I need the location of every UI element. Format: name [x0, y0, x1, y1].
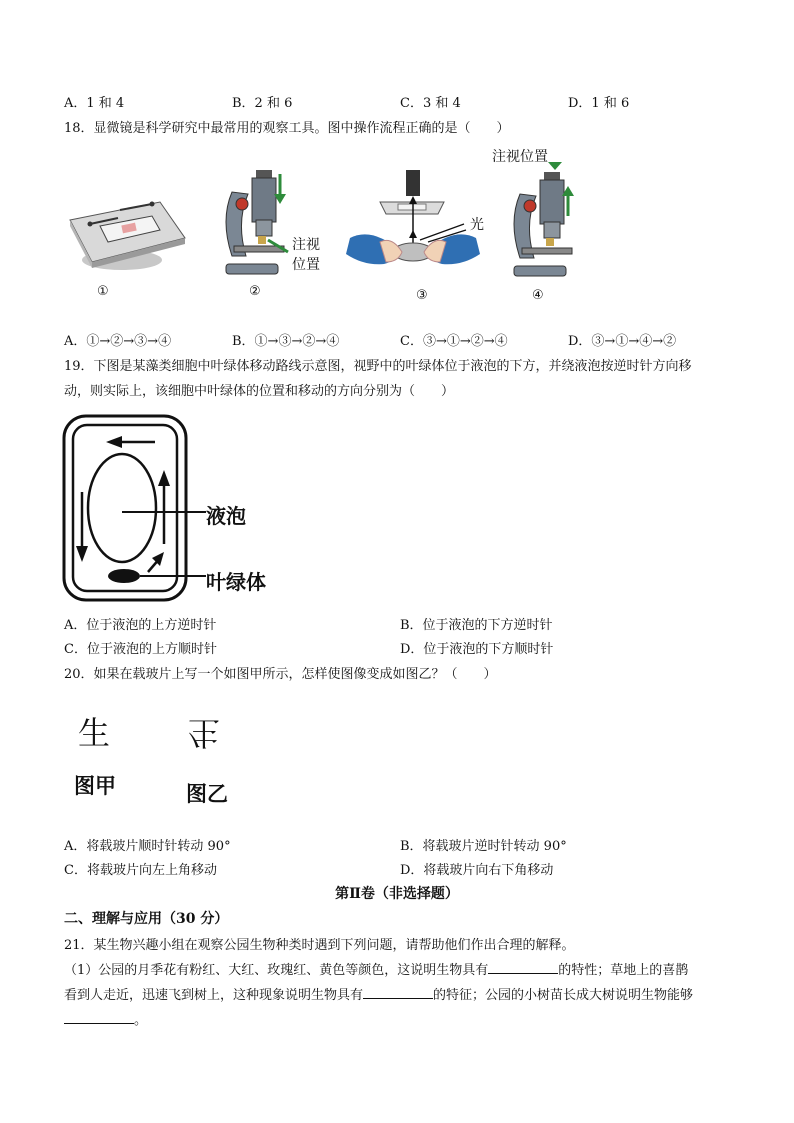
q20-option-a: A．将载玻片顺时针转动 90° — [64, 839, 231, 854]
q18-figure-step3 — [340, 168, 490, 283]
q17-option-a: A．1 和 4 — [64, 96, 125, 111]
q20-option-d: D．将载玻片向右下角移动 — [400, 863, 554, 878]
q18-option-d: D．③→①→④→② — [568, 334, 677, 349]
q21-sub1-line3 — [64, 1009, 147, 1028]
q19-stem-line2: 动，则实际上，该细胞中叶绿体的位置和移动的方向分别为（ ） — [64, 384, 455, 399]
q18-stem: 18．显微镜是科学研究中最常用的观察工具。图中操作流程正确的是（ ） — [64, 121, 510, 136]
q18-figure-step4 — [506, 162, 586, 287]
q21-blank-2[interactable] — [363, 985, 433, 999]
q19-option-c: C．位于液泡的上方顺时针 — [64, 642, 217, 657]
q20-char-figure-a: 生 — [78, 714, 111, 752]
q21-blank-1[interactable] — [488, 960, 558, 974]
q19-vacuole-label: 液泡 — [206, 504, 246, 528]
q18-watch-position-2a: 注视 — [292, 237, 320, 253]
q18-step3-label: ③ — [416, 288, 428, 303]
q18-step2-label: ② — [249, 284, 261, 299]
q18-watch-position-2b: 位置 — [292, 257, 320, 273]
q21-stem: 21．某生物兴趣小组在观察公园生物种类时遇到下列问题，请帮助他们作出合理的解释。 — [64, 938, 575, 953]
q18-option-b: B．①→③→②→④ — [232, 334, 340, 349]
q18-step4-label: ④ — [532, 288, 544, 303]
q19-option-a: A．位于液泡的上方逆时针 — [64, 618, 217, 633]
q17-option-d: D．1 和 6 — [568, 96, 630, 111]
q19-option-d: D．位于液泡的下方顺时针 — [400, 642, 554, 657]
q17-option-c: C．3 和 4 — [400, 96, 461, 111]
q18-light-label: 光 — [470, 217, 484, 233]
q18-figure-step2 — [218, 160, 298, 285]
q17-option-b: B．2 和 6 — [232, 96, 293, 111]
q20-figure-b-label: 图乙 — [186, 782, 228, 806]
q21-sub1-line2-a: 看到人走近，迅速飞到树上，这种现象说明生物具有 — [64, 988, 364, 1003]
q18-watch-position-4: 注视位置 — [492, 149, 548, 165]
q20-stem: 20．如果在载玻片上写一个如图甲所示，怎样使图像变成如图乙？（ ） — [64, 667, 497, 682]
q18-figure-step1 — [60, 180, 190, 280]
q21-sub1-line2-b: 的特征；公园的小树苗长成大树说明生物能够 — [433, 988, 694, 1003]
volume-title: 第Ⅱ卷（非选择题） — [335, 886, 459, 902]
q21-sub1-line2 — [64, 984, 693, 1003]
section-heading: 二、理解与应用（30 分） — [64, 911, 229, 927]
q21-sub1-line1-b: 的特性；草地上的喜鹊 — [558, 963, 689, 978]
q21-blank-3[interactable] — [64, 1010, 134, 1024]
q20-figure-a-label: 图甲 — [74, 774, 116, 798]
q18-option-a: A．①→②→③→④ — [64, 334, 172, 349]
q20-char-figure-b: 生 — [188, 714, 221, 752]
q19-cell-figure — [60, 412, 210, 604]
q18-option-c: C．③→①→②→④ — [400, 334, 508, 349]
q19-option-b: B．位于液泡的下方逆时针 — [400, 618, 553, 633]
q18-step1-label: ① — [97, 284, 109, 299]
q21-sub1-line3-end: 。 — [134, 1013, 148, 1028]
q20-option-c: C．将载玻片向左上角移动 — [64, 863, 217, 878]
q20-option-b: B．将载玻片逆时针转动 90° — [400, 839, 567, 854]
q21-sub1-line1 — [64, 959, 688, 978]
q19-chloroplast-label: 叶绿体 — [206, 570, 266, 594]
q21-sub1-line1-a: （1）公园的月季花有粉红、大红、玫瑰红、黄色等颜色，这说明生物具有 — [64, 963, 489, 978]
q19-stem-line1: 19．下图是某藻类细胞中叶绿体移动路线示意图，视野中的叶绿体位于液泡的下方，并绕液泡按逆时针方向移 — [64, 359, 692, 374]
